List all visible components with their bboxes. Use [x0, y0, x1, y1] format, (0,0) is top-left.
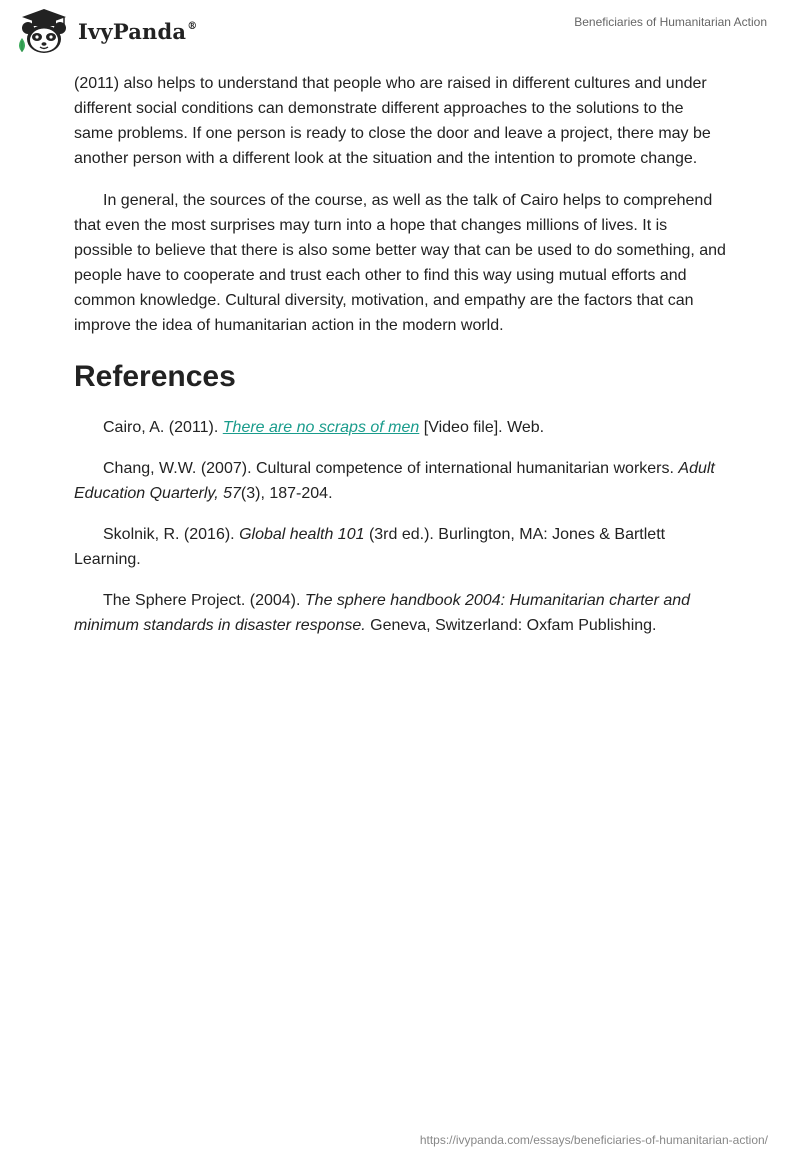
panda-graduate-icon [14, 8, 74, 54]
reference-item: Skolnik, R. (2016). Global health 101 (3rd ed.). Burlington, MA: Jones & Bartlett Learning. [74, 526, 666, 568]
footer-url[interactable]: https://ivypanda.com/essays/beneficiaries-of-humanitarian-action/ [419, 1133, 768, 1147]
body-paragraph: (2011) also helps to understand that people who are raised in different cultures and under different social conditions can demonstrate different approaches to the solutions to the same problems. If one person is ready to close the door and leave a project, there may be another person with a different look at the situation and the intention to promote change. [74, 75, 711, 167]
reference-item: The Sphere Project. (2004). The sphere handbook 2004: Humanitarian charter and minimum standards in disaster response. Geneva, Switzerland: Oxfam Publishing. [74, 592, 691, 634]
reference-item: Cairo, A. (2011). There are no scraps of men [Video file]. Web. [103, 419, 545, 436]
essay-content [74, 71, 726, 654]
brand-name: IvyPanda® [78, 18, 198, 44]
references-heading: References [74, 360, 236, 393]
ivypanda-logo[interactable] [14, 8, 197, 54]
reference-link[interactable]: There are no scraps of men [222, 419, 420, 436]
document-title: Beneficiaries of Humanitarian Action [574, 15, 767, 29]
body-paragraph: In general, the sources of the course, as well as the talk of Cairo helps to comprehend that even the most surprises may turn into a hope that changes millions of lives. It is possible to believe that there is also some better way that can be used to do something, and people have to cooperate and trust each other to find this way using mutual efforts and common knowledge. Cultural diversity, motivation, and empathy are the factors that can improve the idea of humanitarian action in the modern world. [74, 192, 726, 334]
page-header [0, 0, 800, 60]
reference-item: Chang, W.W. (2007). Cultural competence of international humanitarian workers. Adult Education Quarterly, 57(3), 187-204. [74, 460, 715, 502]
